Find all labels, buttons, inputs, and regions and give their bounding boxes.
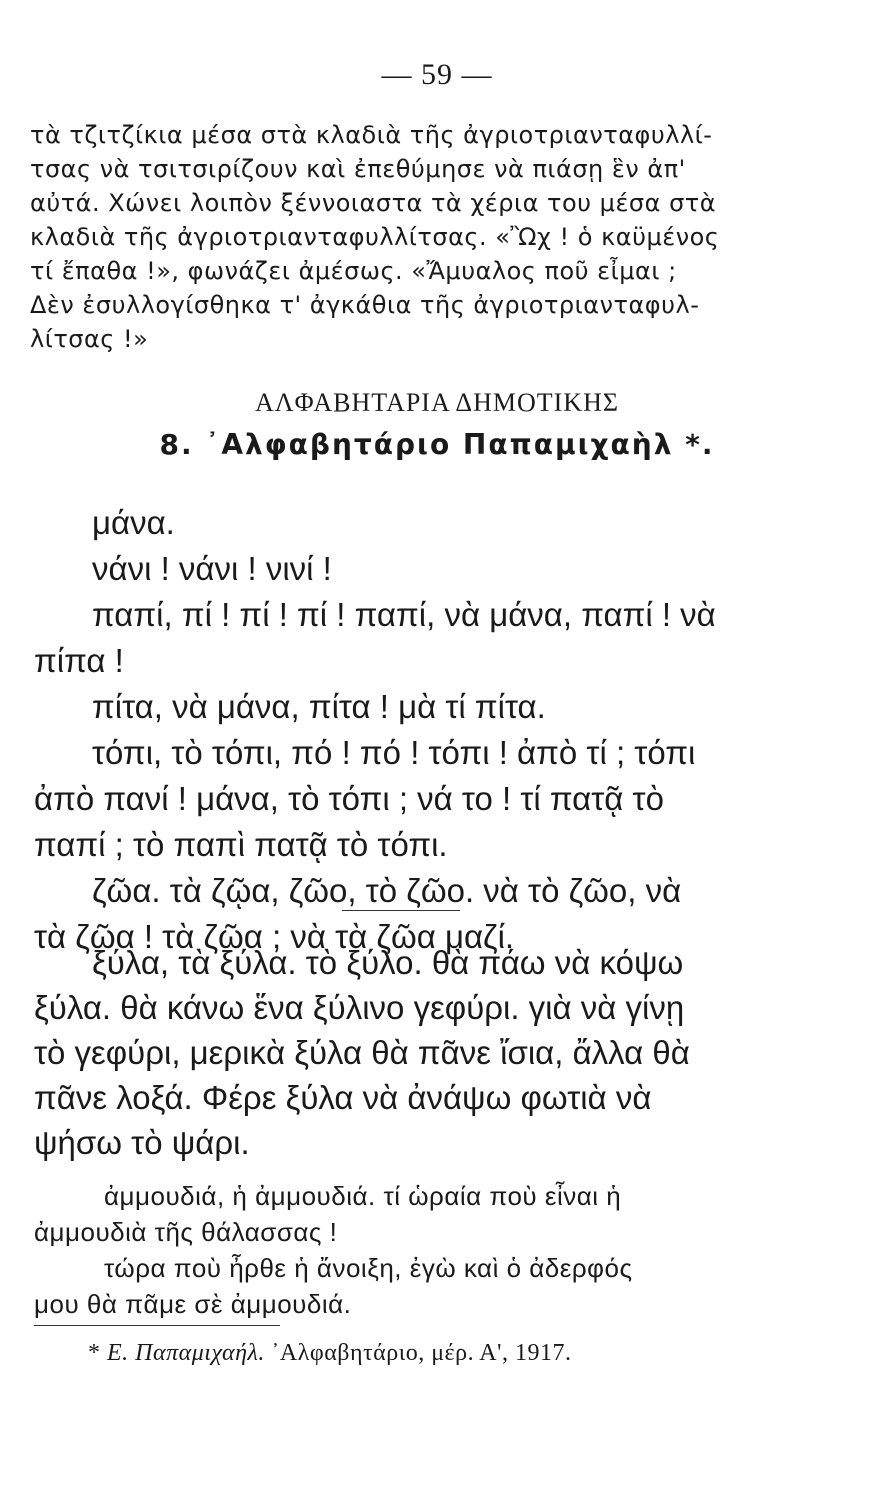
section-heading: ΑΛΦΑΒΗΤΑΡΙΑ ΔΗΜΟΤΙΚΗΣ xyxy=(254,388,619,417)
text-line: ψήσω τὸ ψάρι. xyxy=(34,1124,250,1161)
text-line: μάνα. xyxy=(92,504,175,541)
text-line: τώρα ποὺ ἦρθε ἡ ἄνοιξη, ἐγὼ καὶ ὁ ἀδερφός xyxy=(104,1253,633,1283)
intro-paragraph xyxy=(30,118,770,356)
footnote-divider xyxy=(34,1325,280,1326)
text-line: τὰ ζῶα ! τὰ ζῶα ; νὰ τὰ ζῶα μαζί. xyxy=(34,918,515,955)
text-line: αὐτά. Χώνει λοιπὸν ξέννοιαστα τὰ χέρια του μέσα στὰ xyxy=(30,189,717,217)
text-line: νάνι ! νάνι ! νινί ! xyxy=(92,550,332,587)
text-line: ξύλα, τὰ ξύλα. τὸ ξύλο. θὰ πάω νὰ κόψω xyxy=(92,944,684,981)
text-line: πίτα, νὰ μάνα, πίτα ! μὰ τί πίτα. xyxy=(92,688,546,725)
footnote-marker: * xyxy=(88,1340,101,1366)
primer-excerpt-sand xyxy=(34,1178,774,1322)
text-line: Δὲν ἐσυλλογίσθηκα τ' ἀγκάθια τῆς ἀγριοτριανταφυλ- xyxy=(30,291,700,319)
chapter-title: 8. ᾿Αλφαβητάριο Παπαμιχαὴλ *. xyxy=(159,428,715,461)
text-line: τὰ τζιτζίκια μέσα στὰ κλαδιὰ τῆς ἀγριοτριανταφυλλί- xyxy=(30,121,713,149)
text-line: τσας νὰ τσιτσιρίζουν καὶ ἐπεθύμησε νὰ πιάσῃ ἓν ἀπ' xyxy=(30,155,686,183)
text-line: πίπα ! xyxy=(34,642,124,679)
primer-excerpt-wood xyxy=(34,940,774,1165)
text-line: λίτσας !» xyxy=(30,325,149,353)
text-line: κλαδιὰ τῆς ἀγριοτριανταφυλλίτσας. «Ὢχ ! ὁ καϋμένος xyxy=(30,223,720,251)
footnote xyxy=(88,1340,571,1367)
section-divider xyxy=(342,910,460,911)
text-line: παπί, πί ! πί ! πί ! παπί, νὰ μάνα, παπί ! νὰ xyxy=(92,596,716,633)
text-line: ἀπὸ πανί ! μάνα, τὸ τόπι ; νά το ! τί πατᾷ τὸ xyxy=(34,780,664,817)
footnote-source: ᾿Αλφαβητάριο, μέρ. Α', 1917. xyxy=(271,1340,572,1366)
text-line: ζῶα. τὰ ζῷα, ζῶο, τὸ ζῶο. νὰ τὸ ζῶο, νὰ xyxy=(92,872,682,909)
text-line: παπί ; τὸ παπὶ πατᾷ τὸ τόπι. xyxy=(34,826,448,863)
footnote-author: Ε. Παπαμιχαήλ. xyxy=(107,1340,265,1366)
page-number: — 59 — xyxy=(381,58,493,91)
primer-excerpt xyxy=(34,500,774,960)
text-line: μου θὰ πᾶμε σὲ ἀμμουδιά. xyxy=(34,1289,352,1319)
text-line: πᾶνε λοξά. Φέρε ξύλα νὰ ἀνάψω φωτιὰ νὰ xyxy=(34,1079,652,1116)
text-line: τί ἔπαθα !», φωνάζει ἀμέσως. «Ἄμυαλος ποῦ εἶμαι ; xyxy=(30,257,677,285)
text-line: τὸ γεφύρι, μερικὰ ξύλα θὰ πᾶνε ἴσια, ἄλλα θὰ xyxy=(34,1034,690,1071)
text-line: ἀμμουδιὰ τῆς θάλασσας ! xyxy=(34,1217,338,1247)
text-line: ξύλα. θὰ κάνω ἕνα ξύλινο γεφύρι. γιὰ νὰ γίνῃ xyxy=(34,989,685,1026)
text-line: τόπι, τὸ τόπι, πό ! πό ! τόπι ! ἀπὸ τί ; τόπι xyxy=(92,734,696,771)
text-line: ἀμμουδιά, ἡ ἀμμουδιά. τί ὡραία ποὺ εἶναι ἡ xyxy=(104,1181,622,1211)
